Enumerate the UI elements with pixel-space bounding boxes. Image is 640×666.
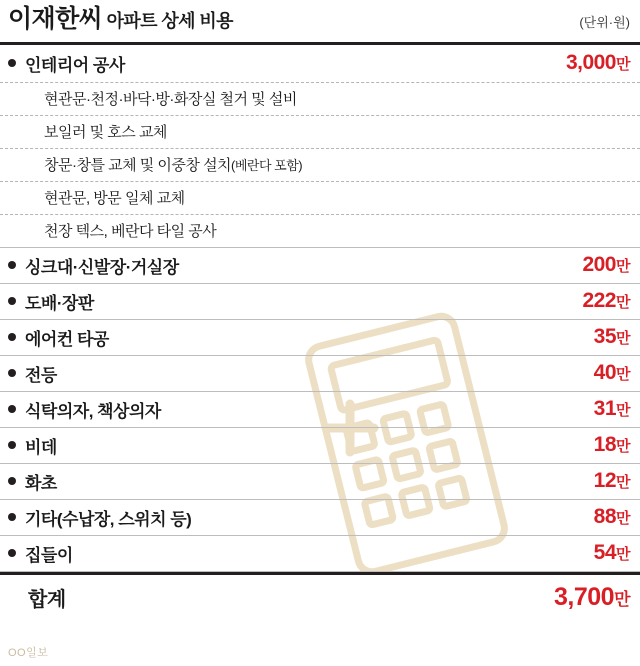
amount-value: 40 — [593, 361, 616, 384]
row-label-wrap — [8, 433, 57, 458]
row-amount — [566, 51, 630, 75]
total-value: 3,700 — [554, 583, 615, 611]
amount-value: 88 — [593, 505, 616, 528]
row-amount — [594, 541, 630, 565]
row-label-wrap — [8, 469, 57, 494]
amount-value: 12 — [593, 469, 616, 492]
title-rest: 아파트 상세 비용 — [102, 11, 233, 31]
total-row — [0, 575, 640, 621]
table-subrow — [0, 83, 640, 116]
amount-suffix: 만 — [616, 510, 630, 527]
row-amount — [594, 505, 630, 529]
row-label-wrap — [8, 325, 109, 350]
row-amount — [594, 397, 630, 421]
row-label: 비데 — [25, 437, 57, 457]
table-row — [0, 536, 640, 572]
table-row — [0, 464, 640, 500]
row-label: 기타 — [25, 509, 57, 529]
table-subrow — [0, 182, 640, 215]
amount-suffix: 만 — [616, 258, 630, 275]
subrow-label: 현관문·천정·바닥·방·화장실 철거 및 설비 — [44, 91, 297, 108]
title-strong: 이재한씨 — [8, 5, 103, 33]
amount-suffix: 만 — [616, 294, 630, 311]
bullet-icon — [8, 441, 16, 449]
total-suffix: 만 — [614, 590, 630, 609]
table-row — [0, 248, 640, 284]
amount-suffix: 만 — [616, 402, 630, 419]
amount-value: 3,000 — [565, 51, 616, 74]
row-label-wrap — [8, 505, 191, 530]
watermark-label: OO일보 — [8, 647, 49, 659]
bullet-icon — [8, 261, 16, 269]
row-amount — [594, 469, 630, 493]
subrow-note: (베란다 포함) — [231, 158, 303, 173]
row-amount — [594, 433, 630, 457]
row-amount — [594, 361, 630, 385]
amount-value: 222 — [582, 289, 616, 312]
row-label-wrap — [8, 397, 161, 422]
total-amount — [554, 583, 630, 612]
page-title — [8, 6, 233, 34]
subrow-label: 창문·창틀 교체 및 이중창 설치 — [44, 157, 232, 174]
row-amount — [582, 289, 630, 313]
row-amount — [582, 253, 630, 277]
bullet-icon — [8, 369, 16, 377]
table-subrow — [0, 149, 640, 182]
amount-value: 54 — [593, 541, 616, 564]
bullet-icon — [8, 405, 16, 413]
amount-suffix: 만 — [616, 438, 630, 455]
bullet-icon — [8, 59, 16, 67]
amount-suffix: 만 — [616, 546, 630, 563]
row-label: 전등 — [25, 365, 57, 385]
unit-label: (단위·원) — [579, 14, 630, 30]
row-label-wrap — [8, 51, 125, 76]
row-label: 에어컨 타공 — [25, 329, 109, 349]
subrow-label: 현관문, 방문 일체 교체 — [44, 190, 185, 207]
amount-value: 31 — [593, 397, 616, 420]
row-label: 집들이 — [25, 545, 73, 565]
row-label: 싱크대·신발장·거실장 — [25, 257, 179, 277]
table-body — [0, 45, 640, 572]
row-label-wrap — [8, 253, 179, 278]
table-subrow — [0, 116, 640, 149]
header — [0, 0, 640, 45]
bullet-icon — [8, 333, 16, 341]
amount-suffix: 만 — [616, 330, 630, 347]
subrow-label: 천장 텍스, 베란다 타일 공사 — [44, 223, 217, 240]
table-row — [0, 284, 640, 320]
bullet-icon — [8, 513, 16, 521]
table-row — [0, 45, 640, 83]
total-label: 합계 — [28, 589, 66, 611]
row-label-note: (수납장, 스위치 등) — [56, 509, 192, 529]
bullet-icon — [8, 297, 16, 305]
row-label: 화초 — [25, 473, 57, 493]
amount-suffix: 만 — [616, 366, 630, 383]
amount-value: 35 — [593, 325, 616, 348]
row-label: 도배·장판 — [25, 293, 94, 313]
subrow-label: 보일러 및 호스 교체 — [44, 124, 167, 141]
table-row — [0, 500, 640, 536]
row-label-wrap — [8, 289, 94, 314]
table-row — [0, 392, 640, 428]
amount-suffix: 만 — [616, 474, 630, 491]
row-label-wrap — [8, 361, 57, 386]
row-label-wrap — [8, 541, 73, 566]
table-row — [0, 320, 640, 356]
bullet-icon — [8, 549, 16, 557]
row-amount — [594, 325, 630, 349]
amount-suffix: 만 — [616, 56, 630, 73]
row-label: 인테리어 공사 — [25, 55, 125, 75]
amount-value: 200 — [582, 253, 616, 276]
row-label: 식탁의자, 책상의자 — [25, 401, 161, 421]
table-subrow — [0, 215, 640, 248]
table-row — [0, 356, 640, 392]
amount-value: 18 — [593, 433, 616, 456]
table-row — [0, 428, 640, 464]
bullet-icon — [8, 477, 16, 485]
